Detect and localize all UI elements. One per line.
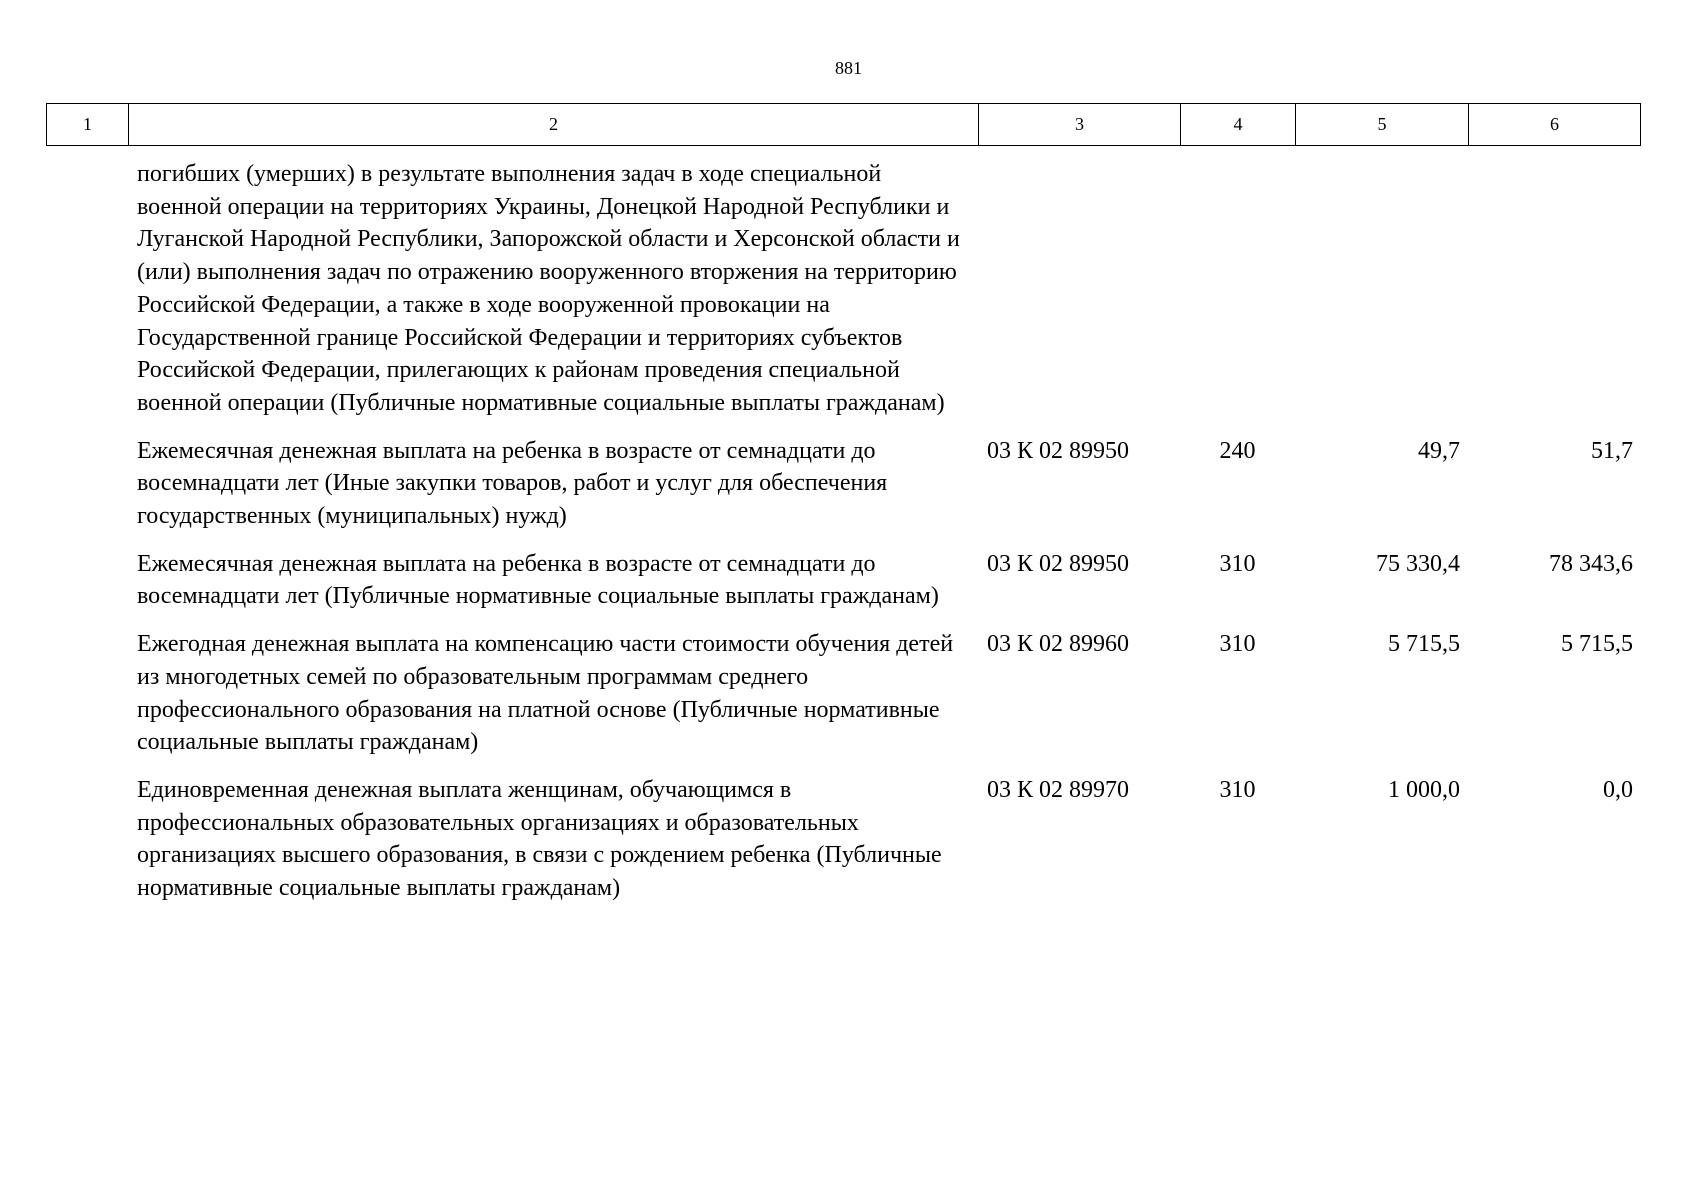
- row-description: погибших (умерших) в результате выполнения задач в ходе специальной военной операции на территориях Украины, Донецкой Народной Республики и Луганской Народной Республики, Запорожской области и Херсонской области и (или) выполнения задач по отражению вооруженного вторжения на территорию Российской Федерации, а также в ходе вооруженной провокации на Государственной границе Российской Федерации и территориях субъектов Российской Федерации, прилегающих к районам проведения специальной военной операции (Публичные нормативные социальные выплаты гражданам): [137, 161, 960, 416]
- header-col-1: 1: [47, 104, 129, 145]
- row-col-1: [46, 158, 128, 420]
- header-col-4: 4: [1181, 104, 1296, 145]
- row-amount-2: 51,7: [1591, 437, 1633, 464]
- row-code: 03 К 02 89970: [987, 776, 1130, 803]
- row-description: Ежегодная денежная выплата на компенсацию части стоимости обучения детей из многодетных семей по образовательным программам среднего профессионального образования на платной основе (Публичные нормативные социальные выплаты гражданам): [137, 631, 954, 756]
- row-code: [978, 158, 1180, 420]
- header-col-5: 5: [1296, 104, 1469, 145]
- row-description: Ежемесячная денежная выплата на ребенка в возрасте от семнадцати до восемнадцати лет (Иные закупки товаров, работ и услуг для обеспечения государственных (муниципальных) нужд): [137, 437, 888, 530]
- row-amount-1: 5 715,5: [1388, 631, 1460, 658]
- header-col-2: 2: [129, 104, 979, 145]
- row-amount-2: 0,0: [1603, 776, 1633, 803]
- table-row: [46, 774, 1641, 905]
- header-col-6: 6: [1550, 114, 1559, 134]
- table-row: [46, 435, 1641, 533]
- row-type: 310: [1219, 776, 1256, 803]
- row-amount-2: 78 343,6: [1549, 550, 1633, 577]
- table-header: [46, 103, 1641, 146]
- row-col-1: [46, 435, 128, 533]
- row-amount-2: 5 715,5: [1561, 631, 1633, 658]
- row-amount-1: [1295, 158, 1468, 420]
- table-row: [46, 158, 1641, 420]
- row-type: 310: [1219, 631, 1256, 658]
- row-col-1: [46, 628, 128, 759]
- row-code: 03 К 02 89960: [987, 631, 1130, 658]
- row-amount-2: [1468, 158, 1641, 420]
- row-type: 240: [1219, 437, 1256, 464]
- row-type: 310: [1219, 550, 1256, 577]
- header-col-3: 3: [979, 104, 1181, 145]
- page-number: 881: [835, 58, 862, 78]
- table-body: [46, 158, 1641, 920]
- row-description: Ежемесячная денежная выплата на ребенка в возрасте от семнадцати до восемнадцати лет (Публичные нормативные социальные выплаты гражданам): [137, 550, 939, 610]
- row-code: 03 К 02 89950: [987, 550, 1130, 577]
- row-amount-1: 75 330,4: [1376, 550, 1460, 577]
- table-row: [46, 548, 1641, 613]
- table-row: [46, 628, 1641, 759]
- row-type: [1180, 158, 1295, 420]
- row-amount-1: 49,7: [1418, 437, 1460, 464]
- row-col-1: [46, 774, 128, 905]
- row-amount-1: 1 000,0: [1388, 776, 1460, 803]
- row-col-1: [46, 548, 128, 613]
- row-code: 03 К 02 89950: [987, 437, 1130, 464]
- row-description: Единовременная денежная выплата женщинам, обучающимся в профессиональных образовательных организациях и образовательных организациях высшего образования, в связи с рождением ребенка (Публичные нормативные социальные выплаты гражданам): [137, 776, 942, 902]
